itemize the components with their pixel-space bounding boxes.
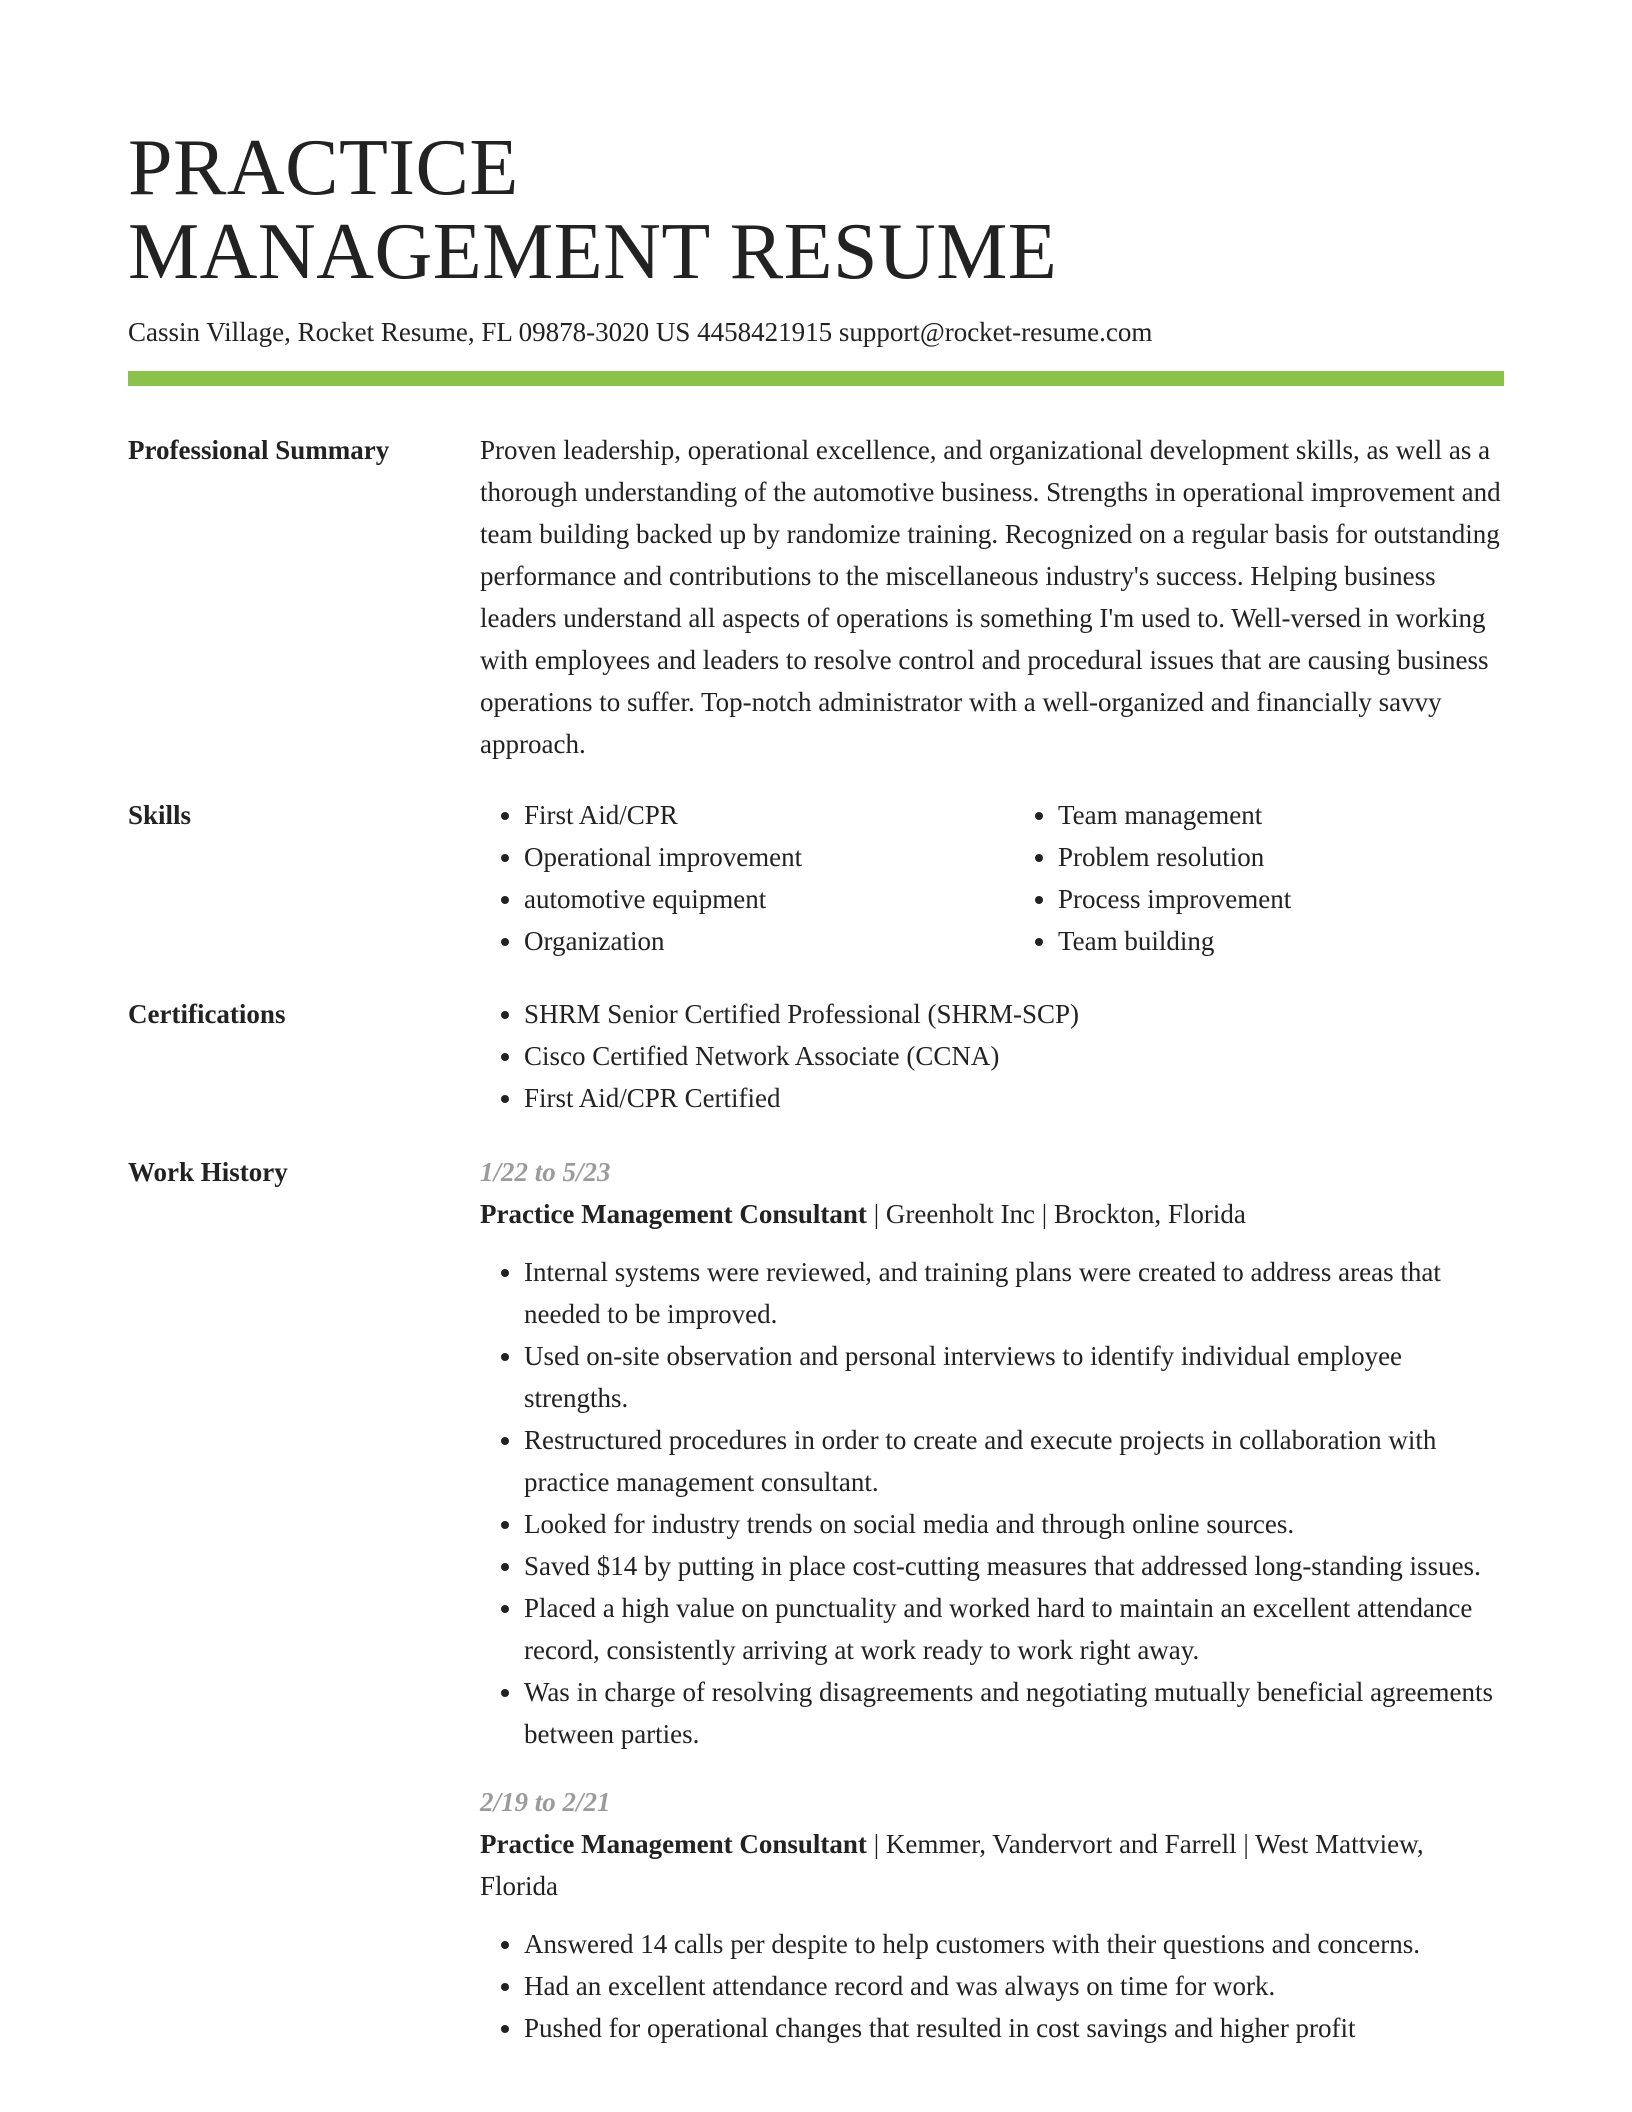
summary-text: Proven leadership, operational excellence, and organizational development skills, as well as a thorough understanding of the automotive business. Strengths in operational improvement and team building backed up by randomize training. Recognized on a regular basis for outstanding performance and contributions to the miscellaneous industry's success. Helping business leaders understand all aspects of operations is something I'm used to. Well-versed in working with employees and leaders to resolve control and procedural issues that are causing business operations to suffer. Top-notch administrator with a well-organized and financially savvy approach. <box>480 435 1501 759</box>
job-entry <box>480 1781 1504 2049</box>
job-date: 2/19 to 2/21 <box>480 1787 611 1817</box>
skills-list-left <box>480 794 970 962</box>
job-bullet: • Was in charge of resolving disagreements and negotiating mutually beneficial agreements between parties. <box>524 1671 1504 1755</box>
skill-item: • Process improvement <box>1058 878 1504 920</box>
job-date: 1/22 to 5/23 <box>480 1157 611 1187</box>
title-line-2: MANAGEMENT RESUME <box>128 208 1058 296</box>
certification-item: • SHRM Senior Certified Professional (SHRM-SCP) <box>524 993 1504 1035</box>
summary-heading: Professional Summary <box>128 435 390 465</box>
job-details: | Greenholt Inc | Brockton, Florida <box>866 1199 1246 1229</box>
resume-header <box>128 126 1504 350</box>
job-bullet: • Used on-site observation and personal interviews to identify individual employee strengths. <box>524 1335 1504 1419</box>
certifications-list <box>480 993 1504 1119</box>
job-title-line <box>480 1823 1504 1907</box>
work-history-heading: Work History <box>128 1157 288 1187</box>
job-bullets <box>480 1923 1504 2049</box>
job-title-line <box>480 1193 1504 1235</box>
job-bullet: • Placed a high value on punctuality and worked hard to maintain an excellent attendance record, consistently arriving at work ready to work right away. <box>524 1587 1504 1671</box>
skill-item: • automotive equipment <box>524 878 970 920</box>
certification-item: • Cisco Certified Network Associate (CCNA) <box>524 1035 1504 1077</box>
job-bullets <box>480 1251 1504 1755</box>
job-bullet: • Saved $14 by putting in place cost-cutting measures that addressed long-standing issues. <box>524 1545 1504 1587</box>
job-bullet: • Restructured procedures in order to create and execute projects in collaboration with practice management consultant. <box>524 1419 1504 1503</box>
accent-divider <box>128 371 1504 386</box>
job-bullet: • Internal systems were reviewed, and training plans were created to address areas that needed to be improved. <box>524 1251 1504 1335</box>
resume-title <box>128 126 1504 294</box>
job-title: Practice Management Consultant <box>480 1829 867 1859</box>
job-bullet: • Had an excellent attendance record and was always on time for work. <box>524 1965 1504 2007</box>
job-bullet: • Looked for industry trends on social media and through online sources. <box>524 1503 1504 1545</box>
skill-item: • Team management <box>1058 794 1504 836</box>
skill-item: • Team building <box>1058 920 1504 962</box>
skills-list-right <box>1014 794 1504 962</box>
skill-item: • Organization <box>524 920 970 962</box>
job-bullet: • Pushed for operational changes that resulted in cost savings and higher profit <box>524 2007 1504 2049</box>
title-line-1: PRACTICE <box>128 124 519 212</box>
certifications-heading: Certifications <box>128 999 286 1029</box>
contact-line: Cassin Village, Rocket Resume, FL 09878-3020 US 4458421915 support@rocket-resume.com <box>128 317 1153 347</box>
skills-heading: Skills <box>128 800 192 830</box>
job-title: Practice Management Consultant <box>480 1199 867 1229</box>
skill-item: • Problem resolution <box>1058 836 1504 878</box>
job-entry <box>480 1151 1504 1755</box>
job-details: | Kemmer, Vandervort and Farrell | West Mattview, Florida <box>480 1829 1424 1901</box>
certification-item: • First Aid/CPR Certified <box>524 1077 1504 1119</box>
skill-item: • First Aid/CPR <box>524 794 970 836</box>
skill-item: • Operational improvement <box>524 836 970 878</box>
job-bullet: • Answered 14 calls per despite to help customers with their questions and concerns. <box>524 1923 1504 1965</box>
